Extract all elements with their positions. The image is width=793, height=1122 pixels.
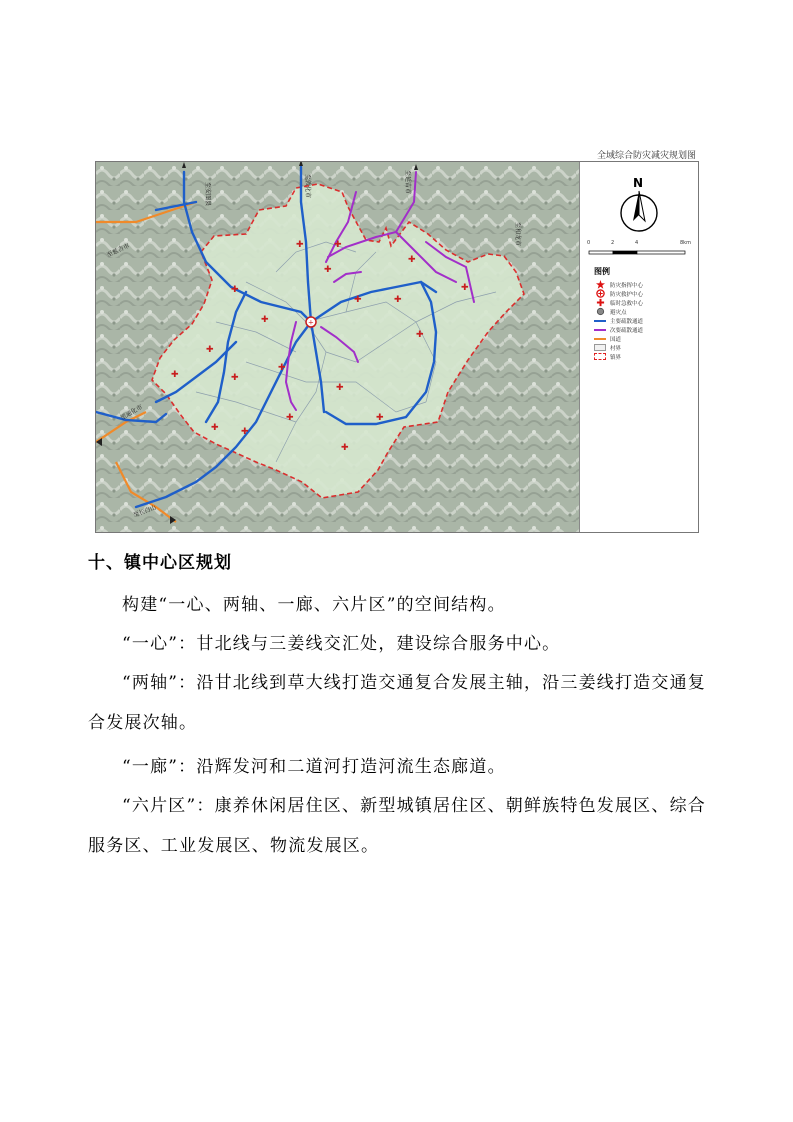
orange-line-icon [594,335,606,343]
road-label: 至延吉市 [105,242,131,259]
north-letter: N [633,176,644,190]
map-canvas [96,162,579,532]
blue-line-icon [594,317,606,325]
legend-item: 镇界 [594,352,694,361]
road-label: 至和龙市 [514,222,521,247]
svg-text:+: + [308,318,314,327]
road-label: 至敦化市 [304,174,311,199]
gray-dot-icon [594,308,606,316]
paragraph: 构建“一心、两轴、一廊、六片区”的空间结构。 [122,595,506,615]
map-panel [96,162,579,532]
red-star-icon [594,281,606,289]
road-label: 至长白山 [132,504,158,519]
gray-box-icon [594,344,606,352]
paragraph: “一心”：甘北线与三姜线交汇处，建设综合服务中心。 [122,634,561,654]
legend-item: 防灾指挥中心 [594,280,694,289]
scale-tick: 2 [611,240,615,246]
paragraph: “六片区”：康养休闲居住区、新型城镇居住区、朝鲜族特色发展区、综合服务区、工业发展区、物流发展区。 [88,796,706,856]
svg-text:✚: ✚ [296,240,304,250]
road-label: 至通化市 [119,403,144,422]
scale-bar [587,243,691,261]
svg-text:✚: ✚ [241,427,249,437]
svg-text:✚: ✚ [231,373,239,383]
road-label: 至延吉市 [404,170,411,195]
legend-item: 国道 [594,334,694,343]
svg-text:✚: ✚ [461,283,469,293]
svg-text:✚: ✚ [376,413,384,423]
red-cross-icon [594,299,606,307]
north-arrow-icon [618,177,660,235]
road-label: 至安图县 [204,182,211,207]
svg-text:✚: ✚ [416,330,424,340]
svg-text:✚: ✚ [211,423,219,433]
scale-tick: 0 [587,240,591,246]
svg-text:✚: ✚ [261,315,269,325]
purple-line-icon [594,326,606,334]
section-heading: 十、镇中心区规划 [88,553,232,573]
svg-text:✚: ✚ [206,345,214,355]
svg-text:✚: ✚ [408,255,416,265]
svg-text:✚: ✚ [286,413,294,423]
svg-text:✚: ✚ [334,240,342,250]
paragraph: “两轴”：沿甘北线到草大线打造交通复合发展主轴，沿三姜线打造交通复合发展次轴。 [88,673,706,733]
legend-item: 防灾救护中心 [594,289,694,298]
legend [594,266,694,361]
svg-text:✚: ✚ [341,443,349,453]
red-ring-cross-icon [594,290,606,298]
svg-text:✚: ✚ [324,265,332,275]
legend-item: 主要疏散通道 [594,316,694,325]
paragraph: “一廊”：沿辉发河和二道河打造河流生态廊道。 [122,757,506,777]
legend-item: 村界 [594,343,694,352]
svg-text:✚: ✚ [354,295,362,305]
red-dashed-box-icon [594,353,606,361]
scale-tick: 4 [635,240,639,246]
legend-item: 避灾点 [594,307,694,316]
legend-item: 次要疏散通道 [594,325,694,334]
svg-text:✚: ✚ [336,383,344,393]
svg-text:✚: ✚ [231,285,239,295]
legend-item: 临时急救中心 [594,298,694,307]
figure-title: 全域综合防灾减灾规划图 [596,151,696,161]
scale-tick: 8km [680,240,691,246]
svg-text:✚: ✚ [394,295,402,305]
svg-text:✚: ✚ [278,363,286,373]
legend-title: 图例 [594,267,610,276]
svg-text:✚: ✚ [171,370,179,380]
